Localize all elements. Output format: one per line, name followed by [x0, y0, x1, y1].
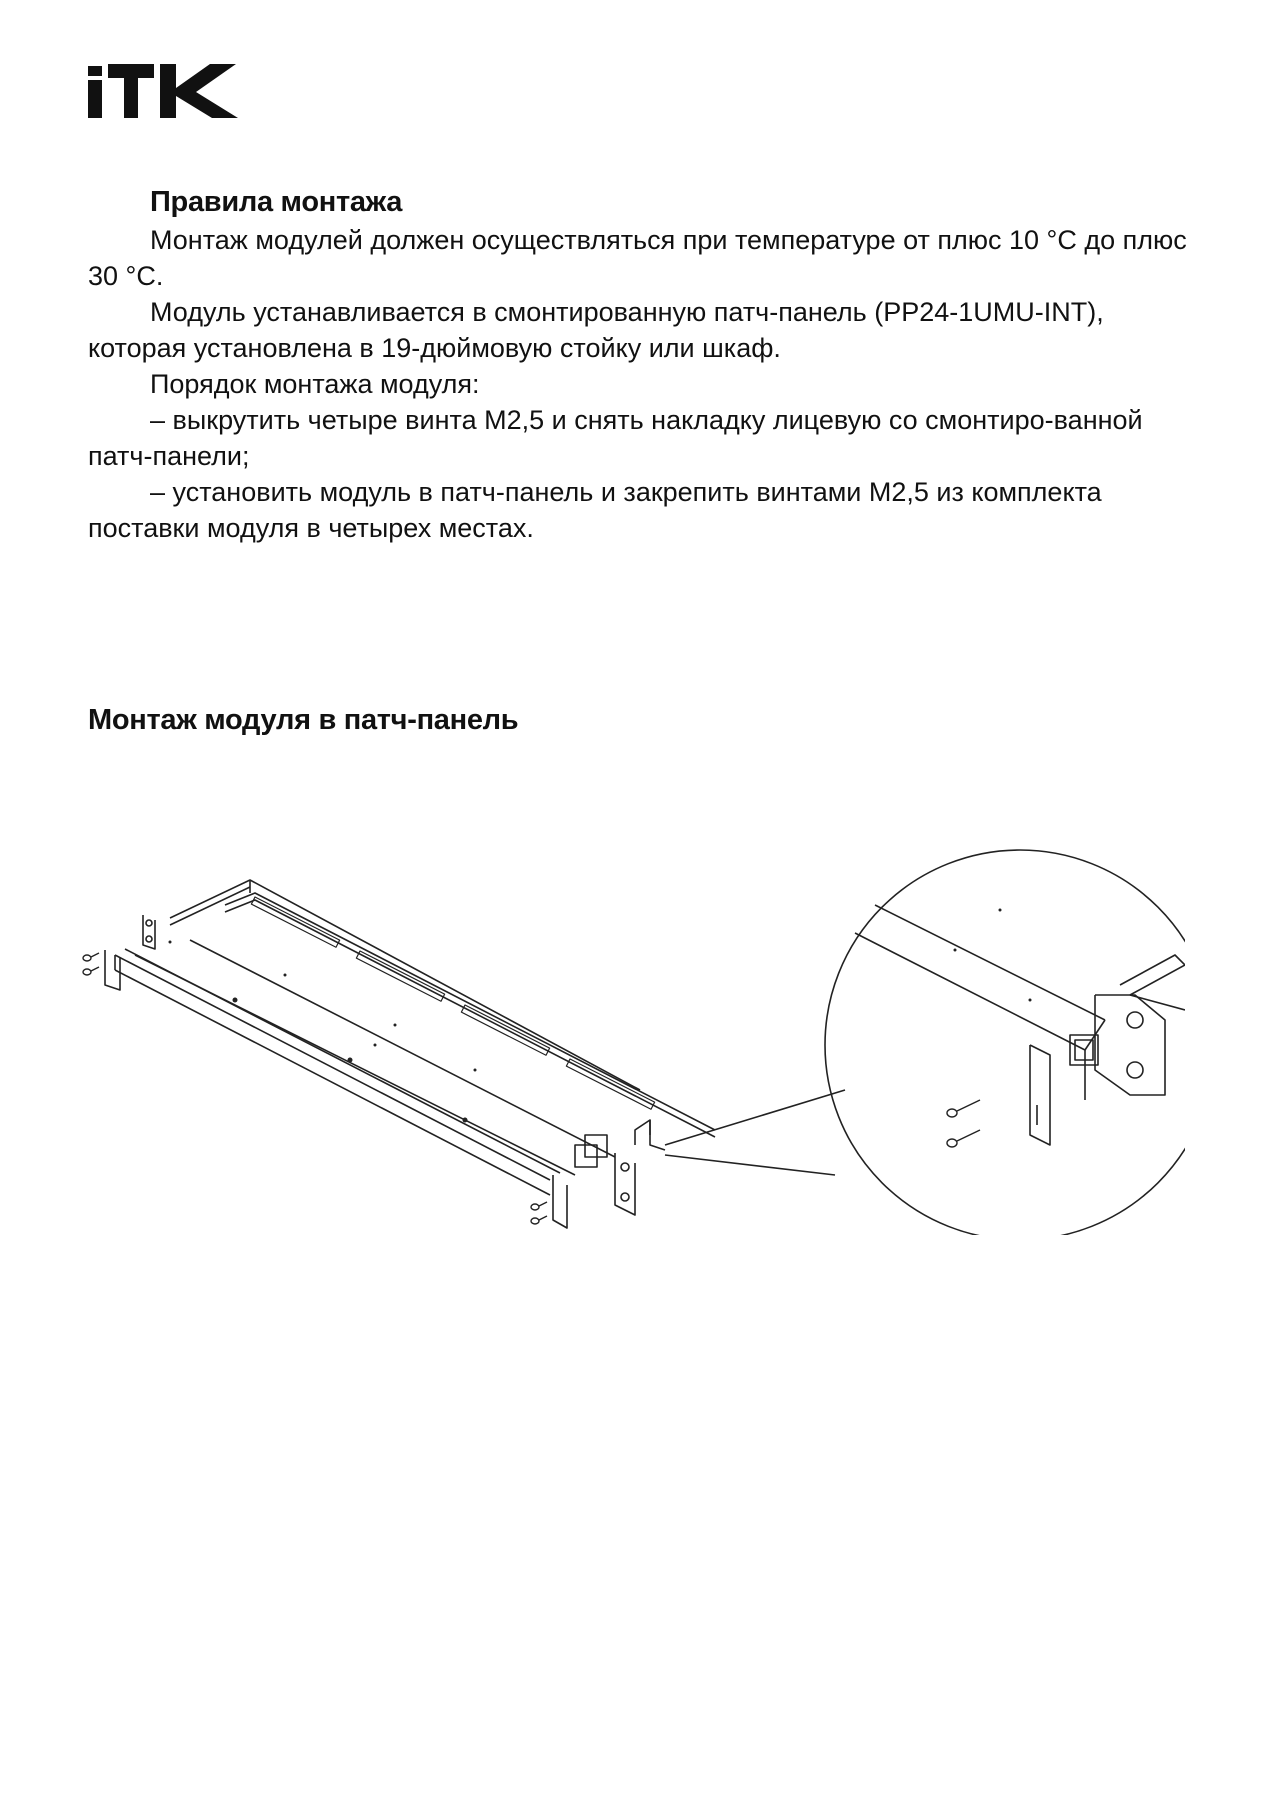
screws-right	[531, 1202, 547, 1224]
temperature-paragraph: Монтаж модулей должен осуществляться при температуре от плюс 10 °C до плюс 30 °C.	[88, 225, 1187, 291]
step-2: – установить модуль в патч-панель и закрепить винтами М2,5 из комплекта поставки модуля в четырех местах.	[88, 477, 1102, 543]
screws-left	[83, 953, 99, 975]
step-1: – выкрутить четыре винта М2,5 и снять накладку лицевую со смонтиро-ванной патч-панели;	[88, 405, 1143, 471]
detail-view	[825, 850, 1185, 1235]
module-mounting-section	[88, 700, 1198, 740]
installation-paragraph: Модуль устанавливается в смонтированную патч-панель (PP24-1UMU-INT), которая установлена в 19-дюймовую стойку или шкаф.	[88, 297, 1104, 363]
patch-panel-drawing	[75, 845, 1185, 1235]
module-mounting-heading: Монтаж модуля в патч-панель	[88, 704, 519, 736]
procedure-title: Порядок монтажа модуля:	[150, 369, 480, 399]
mounting-rules-heading: Правила монтажа	[150, 186, 403, 218]
patch-panel-tray	[105, 880, 715, 1228]
itk-logo	[88, 58, 240, 122]
mounting-rules-section	[88, 182, 1198, 546]
